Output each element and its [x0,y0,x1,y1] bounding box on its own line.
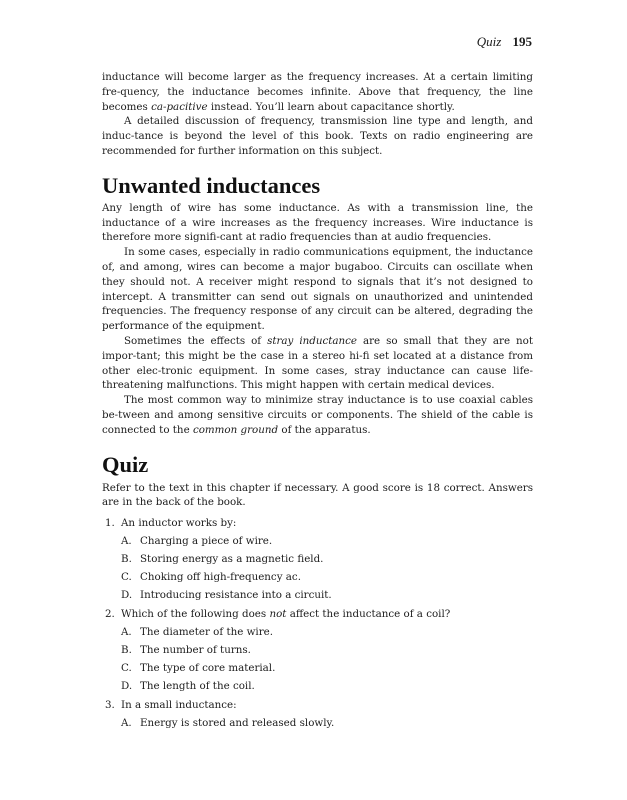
option-text: The type of core material. [140,661,276,674]
unwanted-paragraph-3 [102,334,533,393]
question-text: An inductor works by: [121,517,237,530]
quiz-question-3 [102,698,533,731]
option-letter: D. [121,679,133,692]
option-letter: A. [121,716,132,729]
option-letter: C. [121,661,132,674]
option-text: The number of turns. [140,643,251,656]
question-text-a: Which of the following does [121,607,270,620]
intro-paragraph-1-text-a: inductance will become larger as the frequency increases. At a certain limiting fre-quency, the inductance becomes infinite. Above that frequency, the line becomes [102,71,533,113]
option-letter: A. [121,625,132,638]
option-text: Choking off high-frequency ac. [140,570,301,583]
option-letter: A. [121,534,132,547]
answer-options [121,716,533,731]
unwanted-paragraph-2: In some cases, especially in radio communications equipment, the inductance of, and among, wires can become a major bugaboo. Circuits can oscillate when they should not. A receiver might respond to signals that it’s not designed to intercept. A transmitter can send out signals on unauthorized and unintended frequencies. The frequency response of any circuit can be altered, degrading the performance of the equipment. [102,246,533,333]
question-text-b: affect the inductance of a coil? [286,607,451,620]
section-heading-quiz: Quiz [102,451,149,477]
option-text: The diameter of the wire. [140,625,273,638]
page-header [477,34,532,50]
question-number: 3. [105,698,115,711]
option-text: Introducing resistance into a circuit. [140,588,332,601]
answer-options [121,534,533,603]
question-text [121,607,533,622]
intro-paragraph-1-text-b: instead. You’ll learn about capacitance shortly. [207,100,455,113]
page-number: 195 [512,34,532,49]
option-text: Charging a piece of wire. [140,534,273,547]
answer-option [121,661,533,676]
quiz-question-1 [102,516,533,603]
option-text: Storing energy as a magnetic field. [140,552,324,565]
unwanted-paragraph-1: Any length of wire has some inductance. As with a transmission line, the inductance of a wire increases as the frequency increases. Wire inductance is therefore more signifi-cant at radio frequencies than at audio frequencies. [102,201,533,244]
answer-option [121,679,533,694]
answer-option [121,588,533,603]
page-body [102,70,533,735]
answer-option [121,643,533,658]
quiz-question-2 [102,607,533,694]
unwanted-paragraph-4-text-a: The most common way to minimize stray inductance is to use coaxial cables be-tween and among sensitive circuits or components. The shield of the cable is connected to the [102,394,533,436]
option-text: Energy is stored and released slowly. [140,716,335,729]
quiz-intro: Refer to the text in this chapter if necessary. A good score is 18 correct. Answers are in the back of the book. [102,481,533,509]
unwanted-paragraph-4 [102,393,533,437]
intro-paragraph-2: A detailed discussion of frequency, transmission line type and length, and induc-tance is beyond the level of this book. Texts on radio engineering are recommended for further information on this subject. [102,115,533,157]
unwanted-paragraph-3-text-a: Sometimes the effects of [124,334,268,347]
unwanted-paragraph-3-text-b: are so small that they are not impor-tant; this might be the case in a stereo hi-fi set located at a distance from other elec-tronic equipment. In some cases, stray inductance can cause life-threatening malfunctions. This might happen with certain medical devices. [102,334,533,392]
intro-paragraph-1 [102,70,533,114]
answer-options [121,625,533,694]
option-letter: B. [121,552,132,565]
section-heading-unwanted-inductances: Unwanted inductances [102,172,321,198]
option-letter: C. [121,570,132,583]
answer-option [121,552,533,567]
answer-option [121,570,533,585]
unwanted-paragraph-4-text-b: of the apparatus. [278,423,371,436]
option-letter: D. [121,588,133,601]
question-number: 1. [105,517,115,530]
running-head: Quiz [476,34,502,49]
unwanted-paragraph-3-emphasis: stray inductance [267,334,358,347]
quiz-question-list [102,516,533,730]
option-letter: B. [121,643,132,656]
option-text: The length of the coil. [140,679,255,692]
question-text-emphasis: not [269,607,287,620]
answer-option [121,716,533,731]
answer-option [121,625,533,640]
question-number: 2. [105,607,115,620]
unwanted-paragraph-4-emphasis: common ground [192,423,279,436]
answer-option [121,534,533,549]
intro-paragraph-1-emphasis: ca-pacitive [151,100,208,113]
question-text: In a small inductance: [121,698,237,711]
